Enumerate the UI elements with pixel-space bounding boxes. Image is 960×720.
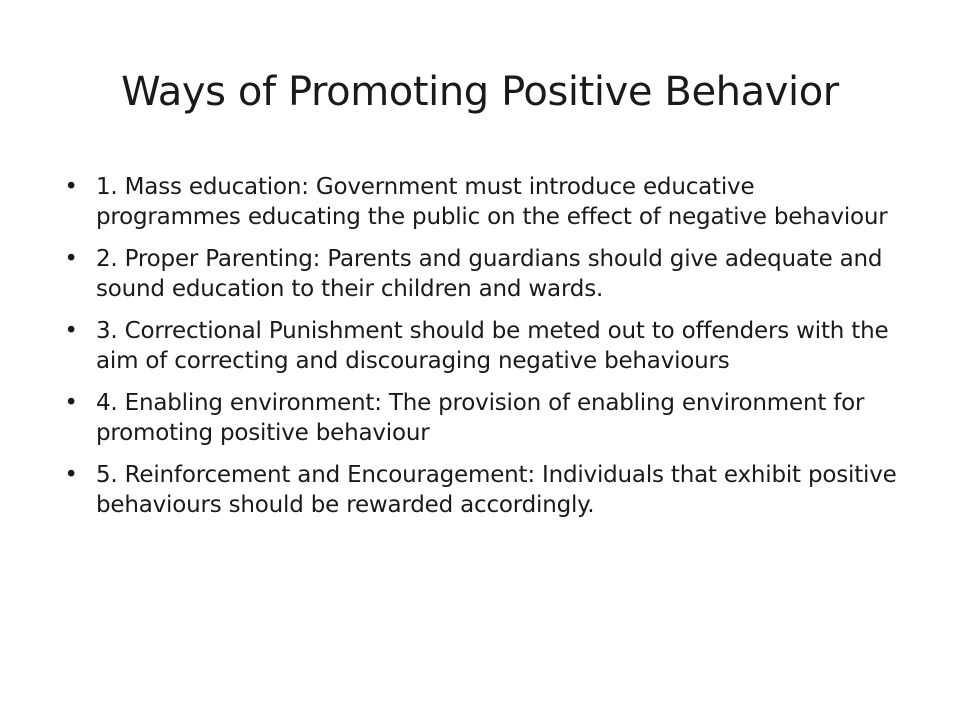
bullet-item [64,172,904,232]
bullet-text: 2. Proper Parenting: Parents and guardians should give adequate and sound education to their children and wards. [96,246,883,302]
bullet-text: 5. Reinforcement and Encouragement: Individuals that exhibit positive behaviours should be rewarded accordingly. [96,462,897,518]
bullet-item [64,244,904,304]
bullet-text: 1. Mass education: Government must introduce educative programmes educating the public on the effect of negative behaviour [96,174,888,230]
bullet-item [64,316,904,376]
bullet-dot-icon: • [64,318,78,344]
bullet-list [64,172,904,532]
bullet-dot-icon: • [64,246,78,272]
bullet-item [64,388,904,448]
bullet-dot-icon: • [64,462,78,488]
bullet-text: 4. Enabling environment: The provision of enabling environment for promoting positive behaviour [96,390,865,446]
bullet-item [64,460,904,520]
bullet-dot-icon: • [64,174,78,200]
bullet-dot-icon: • [64,390,78,416]
slide-title: Ways of Promoting Positive Behavior [121,69,839,115]
bullet-text: 3. Correctional Punishment should be meted out to offenders with the aim of correcting and discouraging negative behaviours [96,318,889,374]
